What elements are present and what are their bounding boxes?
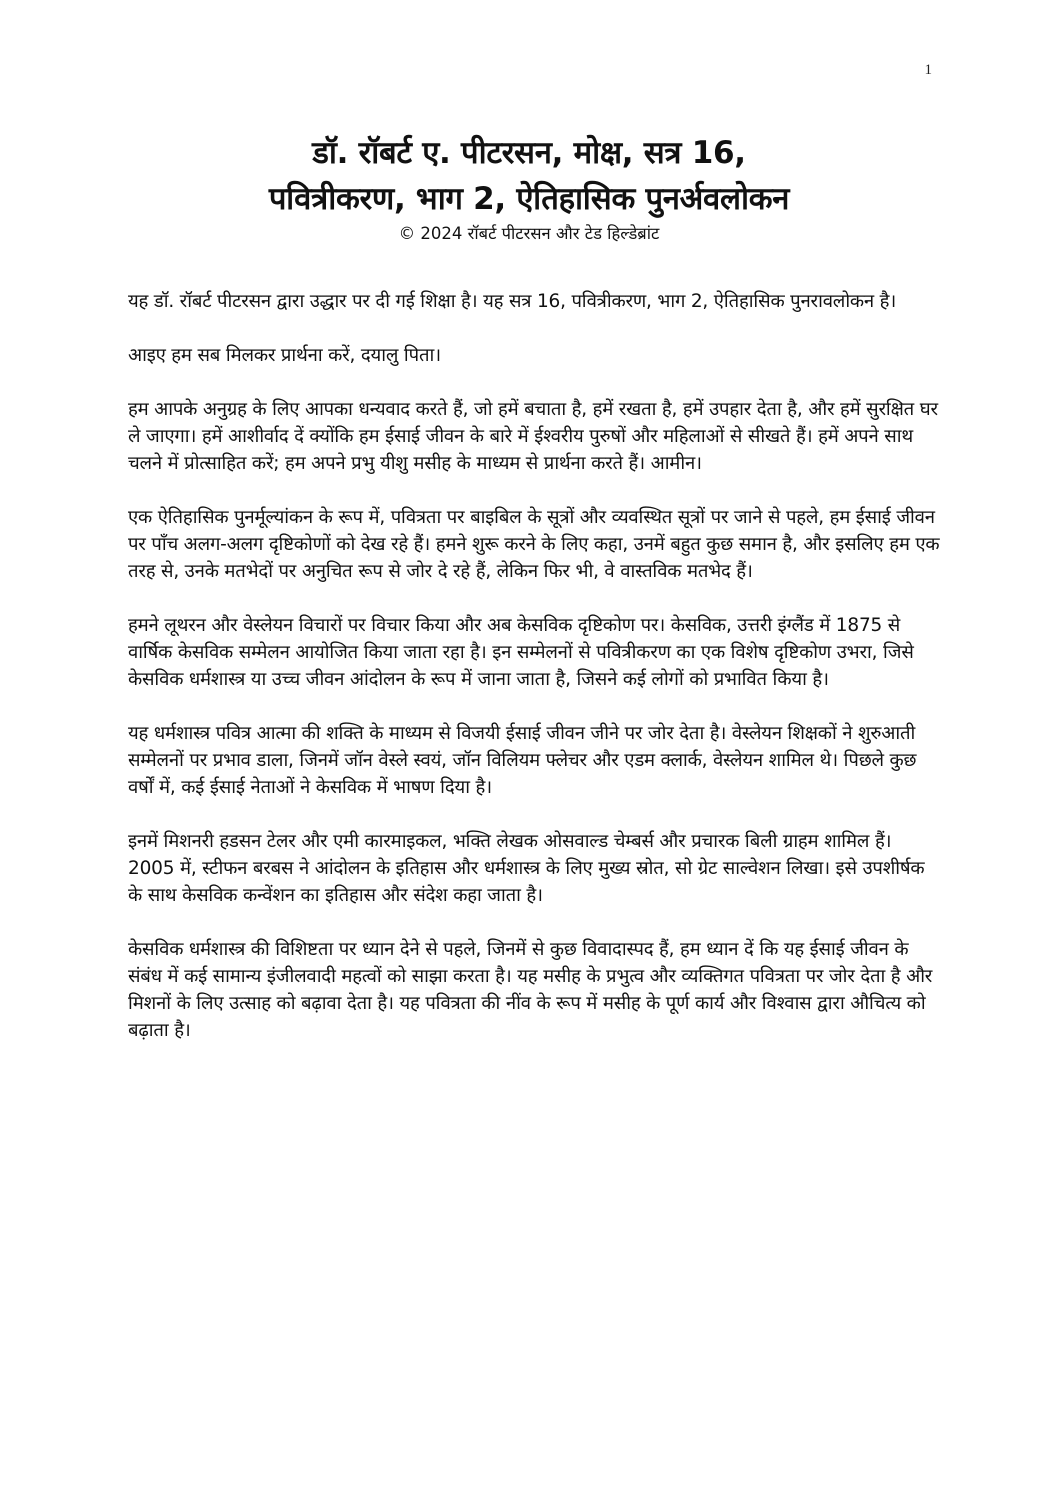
paragraph-theology-emphasis: यह धर्मशास्त्र पवित्र आत्मा की शक्ति के माध्यम से विजयी ईसाई जीवन जीने पर जोर देता है। वेस्लेयन शिक्षकों ने शुरुआती सम्मेलनों पर प्रभाव डाला, जिनमें जॉन वेस्ले स्वयं, जॉन विलियम फ्लेचर और एडम क्लार्क, वेस्लेयन शामिल थे। पिछले कुछ वर्षों में, कई ईसाई नेताओं ने केसविक में भाषण दिया है। [128,723,917,798]
paragraph-prayer: हम आपके अनुग्रह के लिए आपका धन्यवाद करते हैं, जो हमें बचाता है, हमें रखता है, हमें उपहार देता है, और हमें सुरक्षित घर ले जाएगा। हमें आशीर्वाद दें क्योंकि हम ईसाई जीवन के बारे में ईश्वरीय पुरुषों और महिलाओं से सीखते हैं। हमें अपने साथ चलने में प्रोत्साहित करें; हम अपने प्रभु यीशु मसीह के माध्यम से प्रार्थना करते हैं। आमीन। [128,399,938,474]
title-line-1: डॉ. रॉबर्ट ए. पीटरसन, मोक्ष, सत्र 16, [312,135,746,171]
paragraph-distinctives: केसविक धर्मशास्त्र की विशिष्टता पर ध्यान देने से पहले, जिनमें से कुछ विवादास्पद हैं, हम ध्यान दें कि यह ईसाई जीवन के संबंध में कई सामान्य इंजीलवादी महत्वों को साझा करता है। यह मसीह के प्रभुत्व और व्यक्तिगत पवित्रता पर जोर देता है और मिशनों के लिए उत्साह को बढ़ावा देता है। यह पवित्रता की नींव के रूप में मसीह के पूर्ण कार्य और विश्वास द्वारा औचित्य को बढ़ाता है। [128,939,933,1041]
document-body [128,288,940,1071]
paragraph-keswick-view: हमने लूथरन और वेस्लेयन विचारों पर विचार किया और अब केसविक दृष्टिकोण पर। केसविक, उत्तरी इंग्लैंड में 1875 से वार्षिक केसविक सम्मेलन आयोजित किया जाता रहा है। इन सम्मेलनों से पवित्रीकरण का एक विशेष दृष्टिकोण उभरा, जिसे केसविक धर्मशास्त्र या उच्च जीवन आंदोलन के रूप में जाना जाता है, जिसने कई लोगों को प्रभावित किया है। [128,615,914,690]
paragraph-speakers: इनमें मिशनरी हडसन टेलर और एमी कारमाइकल, भक्ति लेखक ओसवाल्ड चेम्बर्स और प्रचारक बिली ग्राहम शामिल हैं। 2005 में, स्टीफन बरबस ने आंदोलन के इतिहास और धर्मशास्त्र के लिए मुख्य स्रोत, सो ग्रेट साल्वेशन लिखा। इसे उपशीर्षक के साथ केसविक कन्वेंशन का इतिहास और संदेश कहा जाता है। [128,831,925,906]
page-title [0,130,1058,222]
document-header [0,130,1058,246]
title-line-2: पवित्रीकरण, भाग 2, ऐतिहासिक पुनर्अवलोकन [268,181,790,217]
paragraph-historical-review: एक ऐतिहासिक पुनर्मूल्यांकन के रूप में, पवित्रता पर बाइबिल के सूत्रों और व्यवस्थित सूत्रों पर जाने से पहले, हम ईसाई जीवन पर पाँच अलग-अलग दृष्टिकोणों को देख रहे हैं। हमने शुरू करने के लिए कहा, उनमें बहुत कुछ समान है, और इसलिए हम एक तरह से, उनके मतभेदों पर अनुचित रूप से जोर दे रहे हैं, लेकिन फिर भी, वे वास्तविक मतभेद हैं। [128,507,940,582]
page-number: 1 [924,62,932,78]
paragraph-intro: यह डॉ. रॉबर्ट पीटरसन द्वारा उद्धार पर दी गई शिक्षा है। यह सत्र 16, पवित्रीकरण, भाग 2, ऐतिहासिक पुनरावलोकन है। [128,291,897,312]
paragraph-prayer-invite: आइए हम सब मिलकर प्रार्थना करें, दयालु पिता। [128,345,441,366]
copyright-notice: © 2024 रॉबर्ट पीटरसन और टेड हिल्डेब्रांट [398,224,660,243]
